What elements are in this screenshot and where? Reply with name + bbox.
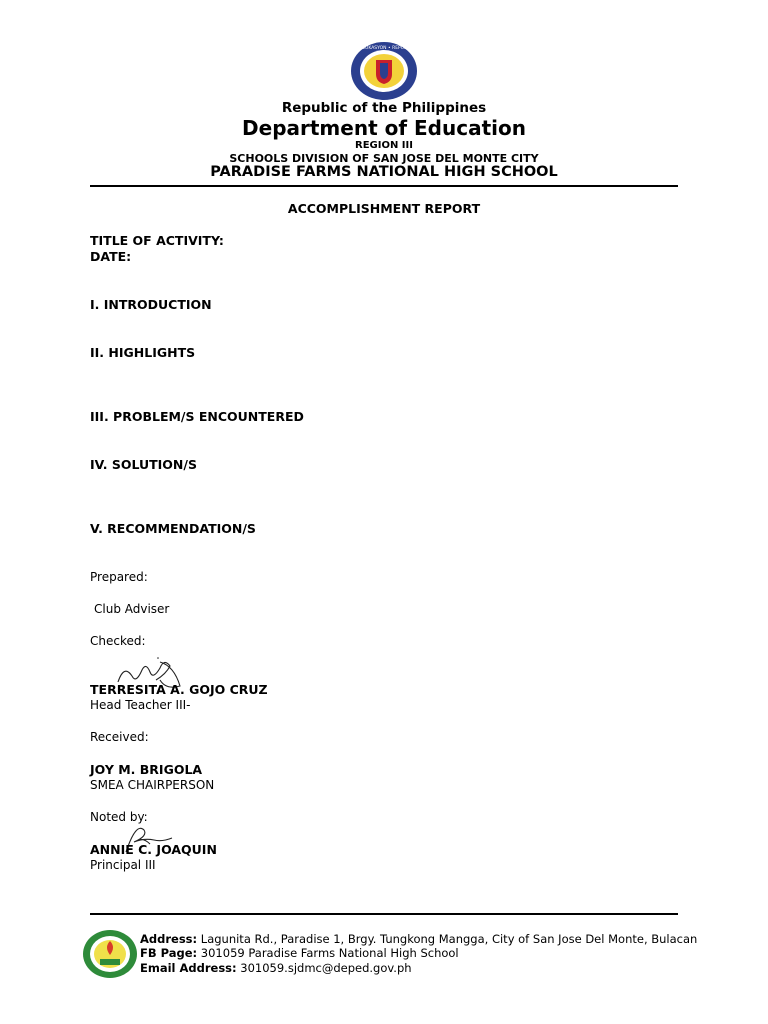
noted-role: Principal III	[90, 858, 156, 872]
section-solutions: IV. SOLUTION/S	[90, 457, 197, 472]
footer-fb-page: FB Page: 301059 Paradise Farms National High School	[140, 946, 459, 960]
received-name: JOY M. BRIGOLA	[90, 762, 203, 777]
footer-divider	[90, 913, 678, 915]
region-line: REGION III	[355, 140, 413, 151]
school-logo	[82, 929, 138, 979]
checked-label: Checked:	[90, 634, 146, 648]
noted-name: ANNIE C. JOAQUIN	[90, 842, 217, 857]
footer-email: Email Address: 301059.sjdmc@deped.gov.ph	[140, 961, 412, 975]
section-introduction: I. INTRODUCTION	[90, 297, 212, 312]
department-title: Department of Education	[242, 116, 526, 140]
section-recommendations: V. RECOMMENDATION/S	[90, 521, 256, 536]
seal-text: KAGAWARAN NG EDUKASYON • REPUBLIKA NG PILIPINAS	[320, 46, 448, 51]
report-title: ACCOMPLISHMENT REPORT	[287, 201, 481, 216]
noted-label: Noted by:	[90, 810, 148, 824]
republic-line: Republic of the Philippines	[281, 100, 487, 116]
section-problems: III. PROBLEM/S ENCOUNTERED	[90, 409, 304, 424]
division-line: SCHOOLS DIVISION OF SAN JOSE DEL MONTE CITY	[229, 152, 539, 165]
header-divider	[90, 185, 678, 187]
received-role: SMEA CHAIRPERSON	[90, 778, 215, 792]
footer-address: Address: Lagunita Rd., Paradise 1, Brgy. Tungkong Mangga, City of San Jose Del Monte, Bulacan	[140, 932, 698, 946]
received-label: Received:	[90, 730, 149, 744]
checked-role: Head Teacher III-	[90, 698, 191, 712]
section-highlights: II. HIGHLIGHTS	[90, 345, 196, 360]
prepared-role: Club Adviser	[94, 602, 170, 616]
school-name: PARADISE FARMS NATIONAL HIGH SCHOOL	[210, 164, 558, 180]
activity-title-label: TITLE OF ACTIVITY:	[90, 233, 224, 248]
date-label: DATE:	[90, 249, 132, 264]
prepared-label: Prepared:	[90, 570, 148, 584]
checked-name: TERRESITA A. GOJO CRUZ	[90, 682, 268, 697]
deped-seal-logo	[320, 40, 448, 102]
